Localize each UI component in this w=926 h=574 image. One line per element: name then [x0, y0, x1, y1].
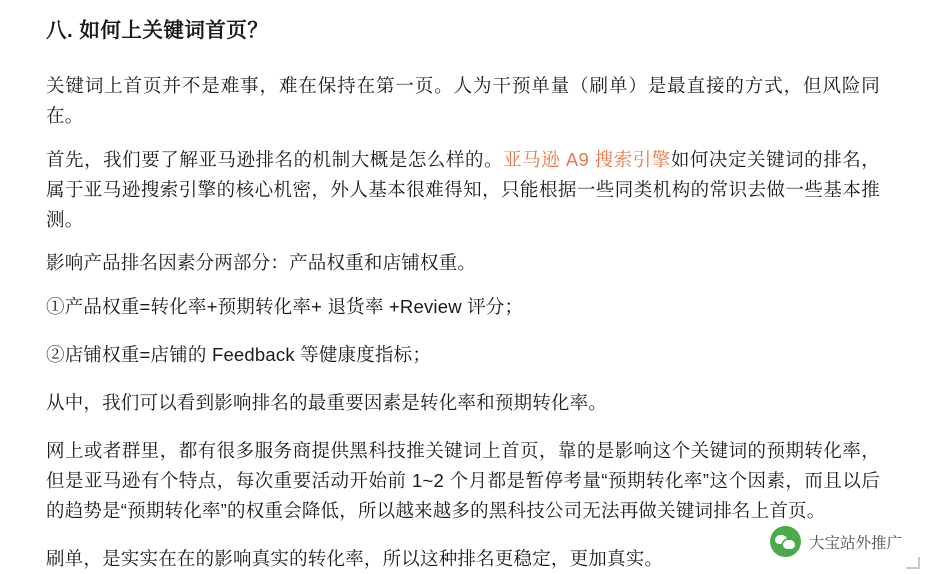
watermark	[770, 526, 902, 557]
paragraph-3: 影响产品排名因素分两部分：产品权重和店铺权重。	[46, 252, 477, 274]
corner-mark	[906, 557, 920, 569]
paragraph-4: ①产品权重=转化率+预期转化率+ 退货率 +Review 评分；	[46, 296, 524, 318]
paragraph-6: 从中，我们可以看到影响排名的最重要因素是转化率和预期转化率。	[46, 392, 608, 414]
watermark-label: 大宝站外推广	[808, 534, 902, 552]
paragraph-5: ②店铺权重=店铺的 Feedback 等健康度指标；	[46, 344, 432, 366]
paragraph-7: 网上或者群里，都有很多服务商提供黑科技推关键词上首页，靠的是影响这个关键词的预期转化率，但是亚马逊有个特点，每次重要活动开始前 1~2 个月都是暂停考量“预期转化率”这个因素，而且以后的趋势是“预期转化率”的权重会降低，所以越来越多的黑科技公司无法再做关键词排名上首页。	[46, 440, 880, 522]
wechat-icon	[770, 526, 801, 557]
paragraph-2-highlight: 亚马逊 A9 搜索引擎	[503, 148, 671, 170]
paragraph-1: 关键词上首页并不是难事，难在保持在第一页。人为干预单量（刷单）是最直接的方式，但风险同在。	[46, 74, 880, 126]
paragraph-2	[46, 145, 880, 235]
paragraph-2-lead: 首先，我们要了解亚马逊排名的机制大概是怎么样的。	[46, 148, 504, 170]
paragraph-2-block	[46, 145, 880, 235]
page-title: 八. 如何上关键词首页？	[46, 19, 269, 42]
paragraph-8: 刷单，是实实在在的影响真实的转化率，所以这种排名更稳定，更加真实。	[46, 548, 664, 570]
paragraph-2-tail: 如何决定关键词的排名，属于亚马逊搜索引擎的核心机密，外人基本很难得知，只能根据一些同类机构的常识去做一些基本推测。	[46, 148, 881, 230]
